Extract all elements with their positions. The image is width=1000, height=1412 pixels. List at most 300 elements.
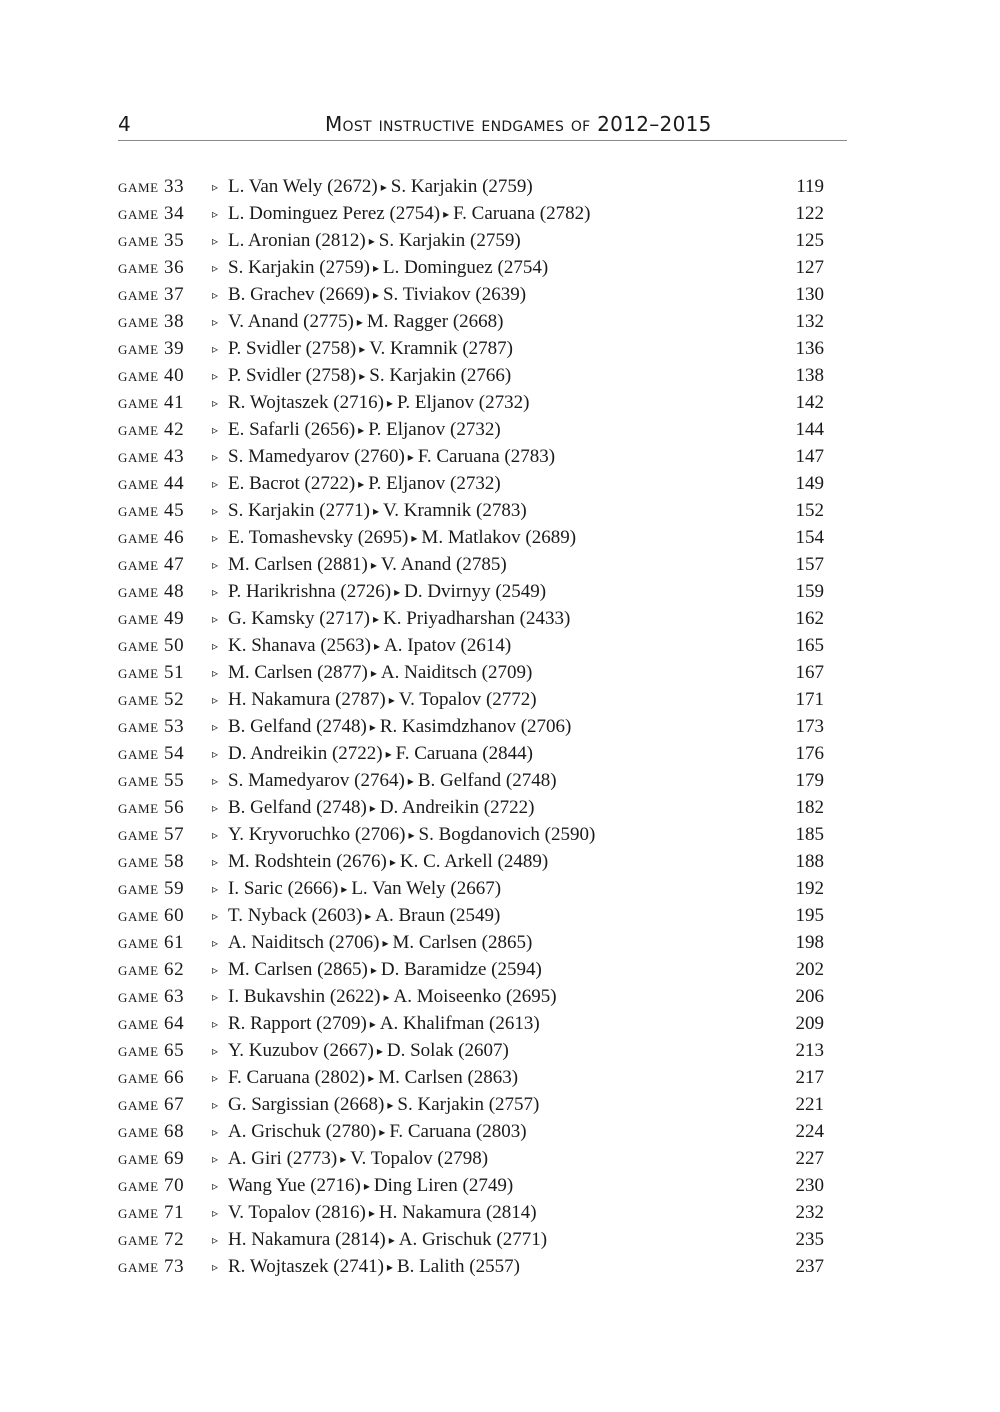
- black-player: A. Ipatov (2614): [384, 635, 512, 656]
- white-player: R. Wojtaszek (2741): [228, 1256, 384, 1277]
- page-reference: 142: [795, 392, 824, 413]
- white-triangle-icon: ▹: [212, 1233, 219, 1247]
- game-word: game: [118, 419, 159, 440]
- white-player: L. Van Wely (2672): [228, 176, 378, 197]
- white-player: L. Aronian (2812): [228, 230, 366, 251]
- white-player: A. Grischuk (2780): [228, 1121, 377, 1142]
- page-reference: 122: [795, 203, 824, 224]
- black-triangle-icon: ▸: [365, 909, 372, 923]
- game-label: [118, 200, 184, 227]
- white-triangle-icon: ▹: [212, 180, 219, 194]
- game-word: game: [118, 446, 159, 467]
- game-number: 66: [164, 1067, 185, 1088]
- white-triangle-icon: ▹: [212, 423, 219, 437]
- game-players: [212, 605, 570, 633]
- page-reference: 154: [795, 527, 824, 548]
- white-triangle-icon: ▹: [212, 612, 219, 626]
- page-reference: 206: [795, 986, 824, 1007]
- black-player: S. Karjakin (2757): [397, 1094, 540, 1115]
- game-number: 69: [164, 1148, 185, 1169]
- game-label: [118, 794, 184, 821]
- black-triangle-icon: ▸: [369, 801, 376, 815]
- game-players: [212, 578, 546, 606]
- game-number: 72: [164, 1229, 185, 1250]
- white-triangle-icon: ▹: [212, 288, 219, 302]
- game-number: 71: [164, 1202, 185, 1223]
- game-word: game: [118, 581, 159, 602]
- page-reference: 173: [795, 716, 824, 737]
- page-reference: 152: [795, 500, 824, 521]
- toc-entry: [118, 1226, 828, 1253]
- game-word: game: [118, 635, 159, 656]
- page-reference: 192: [795, 878, 824, 899]
- black-player: V. Kramnik (2783): [382, 500, 527, 521]
- black-player: H. Nakamura (2814): [378, 1202, 537, 1223]
- white-triangle-icon: ▹: [212, 1260, 219, 1274]
- game-number: 49: [164, 608, 185, 629]
- black-triangle-icon: ▸: [388, 693, 395, 707]
- page-reference: 159: [795, 581, 824, 602]
- page-reference: 132: [795, 311, 824, 332]
- running-title: Most instructive endgames of 2012–2015: [325, 112, 712, 136]
- game-players: [212, 1010, 540, 1038]
- white-triangle-icon: ▹: [212, 693, 219, 707]
- white-triangle-icon: ▹: [212, 261, 219, 275]
- black-triangle-icon: ▸: [359, 369, 366, 383]
- game-players: [212, 470, 501, 498]
- game-word: game: [118, 230, 159, 251]
- black-triangle-icon: ▸: [386, 396, 393, 410]
- game-word: game: [118, 473, 159, 494]
- game-number: 63: [164, 986, 185, 1007]
- game-players: [212, 254, 548, 282]
- game-players: [212, 173, 533, 201]
- black-triangle-icon: ▸: [341, 882, 348, 896]
- running-header: [118, 110, 847, 141]
- black-player: L. Dominguez (2754): [382, 257, 549, 278]
- black-player: A. Braun (2549): [375, 905, 501, 926]
- game-label: [118, 470, 184, 497]
- game-word: game: [118, 1256, 159, 1277]
- black-triangle-icon: ▸: [368, 1071, 375, 1085]
- toc-entry: [118, 848, 828, 875]
- toc-entry: [118, 308, 828, 335]
- game-players: [212, 416, 501, 444]
- white-triangle-icon: ▹: [212, 315, 219, 329]
- black-player: L. Van Wely (2667): [351, 878, 502, 899]
- page-reference: 167: [795, 662, 824, 683]
- game-word: game: [118, 1094, 159, 1115]
- toc-entry: [118, 1064, 828, 1091]
- black-player: S. Bogdanovich (2590): [418, 824, 596, 845]
- game-number: 35: [164, 230, 185, 251]
- page-reference: 125: [795, 230, 824, 251]
- toc-entry: [118, 1118, 828, 1145]
- white-player: B. Gelfand (2748): [228, 797, 367, 818]
- game-label: [118, 308, 184, 335]
- white-triangle-icon: ▹: [212, 207, 219, 221]
- game-word: game: [118, 1067, 159, 1088]
- black-triangle-icon: ▸: [368, 234, 375, 248]
- game-number: 56: [164, 797, 185, 818]
- game-players: [212, 1172, 513, 1200]
- black-player: K. Priyadharshan (2433): [382, 608, 571, 629]
- black-triangle-icon: ▸: [385, 747, 392, 761]
- game-number: 39: [164, 338, 185, 359]
- page-reference: 179: [795, 770, 824, 791]
- game-number: 48: [164, 581, 185, 602]
- game-number: 45: [164, 500, 185, 521]
- white-triangle-icon: ▹: [212, 1152, 219, 1166]
- game-number: 33: [164, 176, 185, 197]
- white-player: M. Rodshtein (2676): [228, 851, 387, 872]
- game-label: [118, 1145, 184, 1172]
- white-player: Wang Yue (2716): [228, 1175, 361, 1196]
- toc-entry: [118, 443, 828, 470]
- black-player: A. Khalifman (2613): [379, 1013, 540, 1034]
- black-player: F. Caruana (2783): [417, 446, 556, 467]
- game-players: [212, 443, 555, 471]
- page-reference: 198: [795, 932, 824, 953]
- game-word: game: [118, 1013, 159, 1034]
- toc-entry: [118, 686, 828, 713]
- toc-entry: [118, 713, 828, 740]
- white-triangle-icon: ▹: [212, 1206, 219, 1220]
- black-triangle-icon: ▸: [411, 531, 418, 545]
- black-triangle-icon: ▸: [382, 936, 389, 950]
- white-triangle-icon: ▹: [212, 747, 219, 761]
- game-players: [212, 1199, 537, 1227]
- black-player: V. Anand (2785): [380, 554, 507, 575]
- black-triangle-icon: ▸: [372, 504, 379, 518]
- game-label: [118, 497, 184, 524]
- game-word: game: [118, 1121, 159, 1142]
- black-triangle-icon: ▸: [388, 1233, 395, 1247]
- page-reference: 235: [795, 1229, 824, 1250]
- white-triangle-icon: ▹: [212, 1098, 219, 1112]
- game-word: game: [118, 203, 159, 224]
- toc-entry: [118, 227, 828, 254]
- game-word: game: [118, 392, 159, 413]
- white-player: Y. Kryvoruchko (2706): [228, 824, 406, 845]
- black-triangle-icon: ▸: [368, 1206, 375, 1220]
- game-label: [118, 1010, 184, 1037]
- game-word: game: [118, 1040, 159, 1061]
- toc-entry: [118, 254, 828, 281]
- black-triangle-icon: ▸: [370, 558, 377, 572]
- toc-entry: [118, 1037, 828, 1064]
- white-triangle-icon: ▹: [212, 396, 219, 410]
- black-player: K. C. Arkell (2489): [399, 851, 549, 872]
- game-players: [212, 632, 511, 660]
- black-player: F. Caruana (2803): [389, 1121, 527, 1142]
- game-players: [212, 956, 542, 984]
- page-reference: 202: [795, 959, 824, 980]
- toc-entry: [118, 1091, 828, 1118]
- black-triangle-icon: ▸: [374, 639, 381, 653]
- game-players: [212, 848, 548, 876]
- page-reference: 188: [795, 851, 824, 872]
- game-label: [118, 767, 184, 794]
- game-number: 68: [164, 1121, 185, 1142]
- toc-entry: [118, 1199, 828, 1226]
- page-reference: 185: [795, 824, 824, 845]
- game-players: [212, 281, 526, 309]
- game-label: [118, 443, 184, 470]
- page-reference: 127: [795, 257, 824, 278]
- game-label: [118, 389, 184, 416]
- page-reference: 209: [795, 1013, 824, 1034]
- game-number: 36: [164, 257, 185, 278]
- black-triangle-icon: ▸: [359, 342, 366, 356]
- game-label: [118, 173, 184, 200]
- game-word: game: [118, 959, 159, 980]
- black-player: S. Karjakin (2759): [378, 230, 521, 251]
- toc-entry: [118, 200, 828, 227]
- game-number: 50: [164, 635, 185, 656]
- black-triangle-icon: ▸: [407, 774, 414, 788]
- game-label: [118, 1199, 184, 1226]
- white-player: D. Andreikin (2722): [228, 743, 383, 764]
- toc-entry: [118, 470, 828, 497]
- white-player: E. Safarli (2656): [228, 419, 356, 440]
- game-label: [118, 254, 184, 281]
- game-label: [118, 632, 184, 659]
- page-reference: 237: [795, 1256, 824, 1277]
- game-players: [212, 713, 571, 741]
- white-triangle-icon: ▹: [212, 639, 219, 653]
- game-label: [118, 416, 184, 443]
- game-label: [118, 659, 184, 686]
- black-triangle-icon: ▸: [387, 1098, 394, 1112]
- white-triangle-icon: ▹: [212, 666, 219, 680]
- game-players: [212, 659, 532, 687]
- white-player: S. Mamedyarov (2760): [228, 446, 405, 467]
- black-player: F. Caruana (2844): [395, 743, 533, 764]
- white-player: L. Dominguez Perez (2754): [228, 203, 441, 224]
- white-player: F. Caruana (2802): [228, 1067, 366, 1088]
- white-player: H. Nakamura (2814): [228, 1229, 386, 1250]
- page-reference: 176: [795, 743, 824, 764]
- game-number: 64: [164, 1013, 185, 1034]
- table-of-contents: [118, 173, 828, 1280]
- page-reference: 182: [795, 797, 824, 818]
- white-player: V. Anand (2775): [228, 311, 354, 332]
- black-triangle-icon: ▸: [369, 1017, 376, 1031]
- game-number: 34: [164, 203, 185, 224]
- black-triangle-icon: ▸: [363, 1179, 370, 1193]
- white-player: V. Topalov (2816): [228, 1202, 366, 1223]
- white-player: E. Tomashevsky (2695): [228, 527, 409, 548]
- game-word: game: [118, 743, 159, 764]
- game-word: game: [118, 338, 159, 359]
- game-word: game: [118, 905, 159, 926]
- black-player: B. Lalith (2557): [396, 1256, 520, 1277]
- game-players: [212, 929, 532, 957]
- white-triangle-icon: ▹: [212, 450, 219, 464]
- white-triangle-icon: ▹: [212, 963, 219, 977]
- game-players: [212, 875, 501, 903]
- page-reference: 195: [795, 905, 824, 926]
- white-triangle-icon: ▹: [212, 936, 219, 950]
- toc-entry: [118, 767, 828, 794]
- black-player: D. Baramidze (2594): [380, 959, 542, 980]
- white-player: K. Shanava (2563): [228, 635, 371, 656]
- toc-entry: [118, 362, 828, 389]
- black-triangle-icon: ▸: [379, 1125, 386, 1139]
- white-triangle-icon: ▹: [212, 369, 219, 383]
- game-word: game: [118, 986, 159, 1007]
- page-reference: 157: [795, 554, 824, 575]
- game-players: [212, 686, 537, 714]
- black-triangle-icon: ▸: [407, 450, 414, 464]
- toc-entry: [118, 497, 828, 524]
- white-triangle-icon: ▹: [212, 504, 219, 518]
- black-player: A. Naiditsch (2709): [380, 662, 533, 683]
- white-triangle-icon: ▹: [212, 558, 219, 572]
- white-player: I. Bukavshin (2622): [228, 986, 381, 1007]
- toc-entry: [118, 632, 828, 659]
- game-word: game: [118, 689, 159, 710]
- game-number: 41: [164, 392, 185, 413]
- white-player: B. Gelfand (2748): [228, 716, 367, 737]
- black-triangle-icon: ▸: [370, 963, 377, 977]
- game-players: [212, 1118, 527, 1146]
- page-number: 4: [118, 112, 131, 136]
- toc-entry: [118, 389, 828, 416]
- white-player: S. Mamedyarov (2764): [228, 770, 405, 791]
- game-number: 47: [164, 554, 185, 575]
- game-word: game: [118, 311, 159, 332]
- black-triangle-icon: ▸: [372, 288, 379, 302]
- toc-entry: [118, 740, 828, 767]
- white-player: S. Karjakin (2759): [228, 257, 370, 278]
- toc-entry: [118, 335, 828, 362]
- game-word: game: [118, 770, 159, 791]
- black-player: S. Tiviakov (2639): [382, 284, 527, 305]
- game-number: 44: [164, 473, 185, 494]
- white-triangle-icon: ▹: [212, 801, 219, 815]
- white-player: S. Karjakin (2771): [228, 500, 370, 521]
- game-word: game: [118, 932, 159, 953]
- black-player: A. Moiseenko (2695): [393, 986, 557, 1007]
- game-label: [118, 1118, 184, 1145]
- toc-entry: [118, 929, 828, 956]
- white-player: P. Svidler (2758): [228, 338, 357, 359]
- game-label: [118, 335, 184, 362]
- game-players: [212, 821, 595, 849]
- white-player: H. Nakamura (2787): [228, 689, 386, 710]
- game-word: game: [118, 797, 159, 818]
- white-player: T. Nyback (2603): [228, 905, 363, 926]
- white-player: Y. Kuzubov (2667): [228, 1040, 374, 1061]
- white-player: P. Harikrishna (2726): [228, 581, 392, 602]
- black-player: A. Grischuk (2771): [398, 1229, 548, 1250]
- game-label: [118, 281, 184, 308]
- white-triangle-icon: ▹: [212, 720, 219, 734]
- black-player: V. Topalov (2772): [398, 689, 537, 710]
- game-number: 73: [164, 1256, 185, 1277]
- game-label: [118, 686, 184, 713]
- game-players: [212, 551, 507, 579]
- toc-entry: [118, 794, 828, 821]
- white-triangle-icon: ▹: [212, 585, 219, 599]
- black-triangle-icon: ▸: [383, 990, 390, 1004]
- game-players: [212, 1037, 509, 1065]
- game-word: game: [118, 1229, 159, 1250]
- game-number: 53: [164, 716, 185, 737]
- page-reference: 162: [795, 608, 824, 629]
- game-players: [212, 308, 504, 336]
- white-player: R. Wojtaszek (2716): [228, 392, 384, 413]
- game-label: [118, 551, 184, 578]
- black-player: S. Karjakin (2766): [369, 365, 512, 386]
- toc-entry: [118, 1010, 828, 1037]
- black-player: P. Eljanov (2732): [368, 419, 501, 440]
- game-players: [212, 200, 590, 228]
- game-label: [118, 1064, 184, 1091]
- game-number: 38: [164, 311, 185, 332]
- game-word: game: [118, 824, 159, 845]
- toc-entry: [118, 551, 828, 578]
- game-label: [118, 227, 184, 254]
- game-word: game: [118, 527, 159, 548]
- black-player: M. Carlsen (2865): [392, 932, 533, 953]
- game-word: game: [118, 554, 159, 575]
- game-word: game: [118, 716, 159, 737]
- black-triangle-icon: ▸: [443, 207, 450, 221]
- white-player: M. Carlsen (2881): [228, 554, 368, 575]
- page-reference: 221: [795, 1094, 824, 1115]
- black-triangle-icon: ▸: [369, 720, 376, 734]
- game-number: 42: [164, 419, 185, 440]
- game-word: game: [118, 1175, 159, 1196]
- game-word: game: [118, 176, 159, 197]
- page-reference: 144: [795, 419, 824, 440]
- game-label: [118, 983, 184, 1010]
- white-player: B. Grachev (2669): [228, 284, 370, 305]
- page-reference: 217: [795, 1067, 824, 1088]
- game-label: [118, 1253, 184, 1280]
- game-players: [212, 524, 576, 552]
- black-player: D. Andreikin (2722): [379, 797, 535, 818]
- white-triangle-icon: ▹: [212, 1044, 219, 1058]
- black-player: V. Topalov (2798): [350, 1148, 489, 1169]
- game-label: [118, 1091, 184, 1118]
- white-triangle-icon: ▹: [212, 990, 219, 1004]
- white-triangle-icon: ▹: [212, 855, 219, 869]
- game-label: [118, 740, 184, 767]
- game-players: [212, 497, 527, 525]
- black-triangle-icon: ▸: [340, 1152, 347, 1166]
- toc-entry: [118, 983, 828, 1010]
- game-number: 65: [164, 1040, 185, 1061]
- game-number: 54: [164, 743, 185, 764]
- black-player: F. Caruana (2782): [453, 203, 591, 224]
- toc-entry: [118, 875, 828, 902]
- toc-entry: [118, 956, 828, 983]
- game-word: game: [118, 257, 159, 278]
- white-player: R. Rapport (2709): [228, 1013, 367, 1034]
- page-reference: 227: [795, 1148, 824, 1169]
- toc-entry: [118, 659, 828, 686]
- game-players: [212, 335, 513, 363]
- game-players: [212, 1145, 488, 1173]
- toc-entry: [118, 173, 828, 200]
- black-player: P. Eljanov (2732): [396, 392, 530, 413]
- game-word: game: [118, 878, 159, 899]
- game-number: 57: [164, 824, 185, 845]
